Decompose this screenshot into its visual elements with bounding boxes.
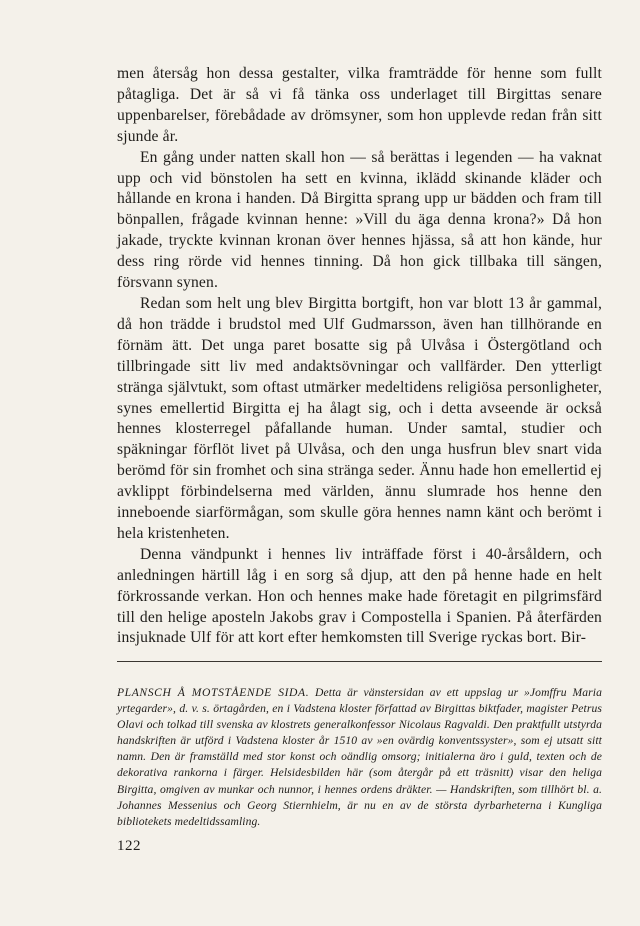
page-number: 122 (117, 838, 141, 854)
body-text (117, 64, 602, 649)
paragraph-3: Redan som helt ung blev Birgitta bortgift, hon var blott 13 år gammal, då hon trädde i brudstol med Ulf Gudmarsson, även han tillhörande en förnäm ätt. Det unga paret bosatte sig på Ulvåsa i Östergötland och tillbringade sitt liv med andaktsövningar och vallfärder. Den ytterligt stränga självtukt, som oftast utmärker medeltidens religiösa personligheter, synes emellertid Birgitta ej ha ålagt sig, och i detta avseende är också hennes klosterregel påfallande human. Under samtal, studier och späkningar förflöt livet på Ulvåsa, och den unga husfrun blev snart vida berömd för sin fromhet och sina stränga seder. Ännu hade hon emellertid ej avklippt förbindelserna med världen, ännu slumrade hos henne den inneboende siarförmågan, som skulle göra hennes namn känt och berömt i hela kristenheten. (117, 294, 602, 542)
plate-caption (117, 685, 602, 830)
paragraph-2: En gång under natten skall hon — så berättas i legenden — ha vaknat upp och vid bönstolen ha sett en kvinna, iklädd skinande kläder och hållande en krona i handen. Då Birgitta sprang upp ur bädden och fram till bönpallen, frågade kvinnan henne: »Vill du äga denna krona?» Då hon jakade, tryckte kvinnan kronan över hennes hjässa, så att hon kände, hur dess ring rörde vid hennes tinning. Då hon gick tillbaka till sängen, försvann synen. (117, 148, 602, 292)
caption-text: Detta är vänstersidan av ett uppslag ur »Jomffru Maria yrtegarder», d. v. s. örtagården, en i Vadstena kloster författad av Birgittas biktfader, magister Petrus Olavi och tolkad till svenska av klostrets generalkonfessor Nicolaus Ragvaldi. Den praktfullt utstyrda handskriften är utförd i Vadstena kloster år 1510 av »en ovärdig konventssyster», som ej utsatt sitt namn. Den är framställd med stor konst och oändlig omsorg; initialerna äro i guld, texten och de dekorativa rankorna i färger. Helsidesbilden här (som återgår på ett träsnitt) visar den heliga Birgitta, omgiven av munkar och nunnor, i hennes ordens dräkter. — Handskriften, som tillhört bl. a. Johannes Messenius och Georg Stiernhielm, är nu en av de största dyrbarheterna i Kungliga bibliotekets medeltidssamling. (117, 686, 603, 828)
caption-lead: PLANSCH Å MOTSTÅENDE SIDA. (117, 686, 310, 699)
paragraph-1: men återsåg hon dessa gestalter, vilka framträdde för henne som fullt påtagliga. Det är så vi få tänka oss underlaget till Birgittas senare uppenbarelser, förebådade av drömsyner, som hon upplevde redan från sitt sjunde år. (117, 65, 602, 145)
caption-divider (117, 661, 602, 662)
paragraph-4: Denna vändpunkt i hennes liv inträffade först i 40-årsåldern, och anledningen härtill låg i en sorg så djup, att den på henne hade en helt förkrossande verkan. Hon och hennes make hade företagit en pilgrimsfärd till den helige aposteln Jakobs grav i Compostella i Spanien. På återfärden insjuknade Ulf för att kort efter hemkomsten till Sverige ryckas bort. Bir- (117, 545, 602, 647)
